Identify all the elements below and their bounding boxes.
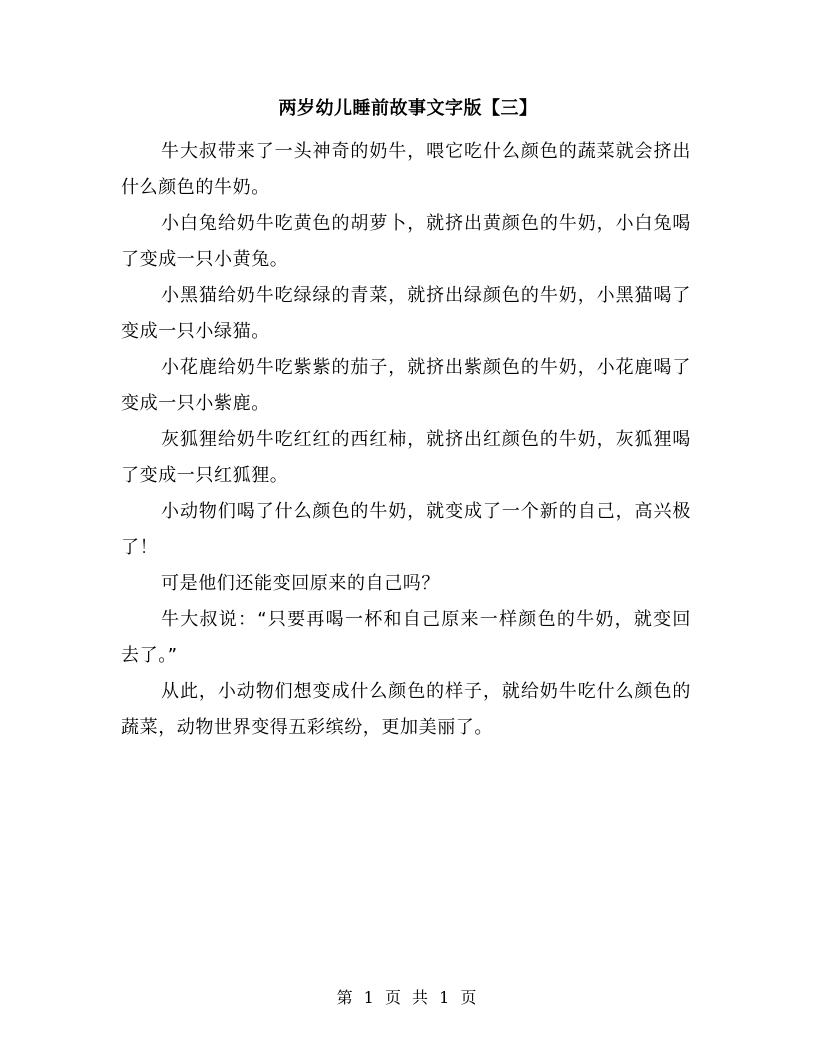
paragraph-1: 牛大叔带来了一头神奇的奶牛，喂它吃什么颜色的蔬菜就会挤出什么颜色的牛奶。 bbox=[121, 141, 691, 198]
paragraph-4: 小花鹿给奶牛吃紫紫的茄子，就挤出紫颜色的牛奶，小花鹿喝了变成一只小紫鹿。 bbox=[121, 357, 691, 414]
paragraph-6: 小动物们喝了什么颜色的牛奶，就变成了一个新的自己，高兴极了！ bbox=[121, 501, 691, 558]
document-title: 两岁幼儿睡前故事文字版【三】 bbox=[278, 98, 538, 119]
paragraph-3: 小黑猫给奶牛吃绿绿的青菜，就挤出绿颜色的牛奶，小黑猫喝了变成一只小绿猫。 bbox=[121, 285, 691, 342]
page-footer: 第 1 页 共 1 页 bbox=[336, 988, 480, 1007]
paragraph-7: 可是他们还能变回原来的自己吗？ bbox=[161, 573, 440, 594]
paragraph-5: 灰狐狸给奶牛吃红红的西红柿，就挤出红颜色的牛奶，灰狐狸喝了变成一只红狐狸。 bbox=[121, 429, 691, 486]
document-body bbox=[121, 134, 691, 746]
paragraph-2: 小白兔给奶牛吃黄色的胡萝卜，就挤出黄颜色的牛奶，小白兔喝了变成一只小黄兔。 bbox=[121, 213, 691, 270]
paragraph-8: 牛大叔说：“只要再喝一杯和自己原来一样颜色的牛奶，就变回去了。” bbox=[121, 609, 691, 666]
paragraph-9: 从此，小动物们想变成什么颜色的样子，就给奶牛吃什么颜色的蔬菜，动物世界变得五彩缤纷，更加美丽了。 bbox=[121, 681, 691, 738]
